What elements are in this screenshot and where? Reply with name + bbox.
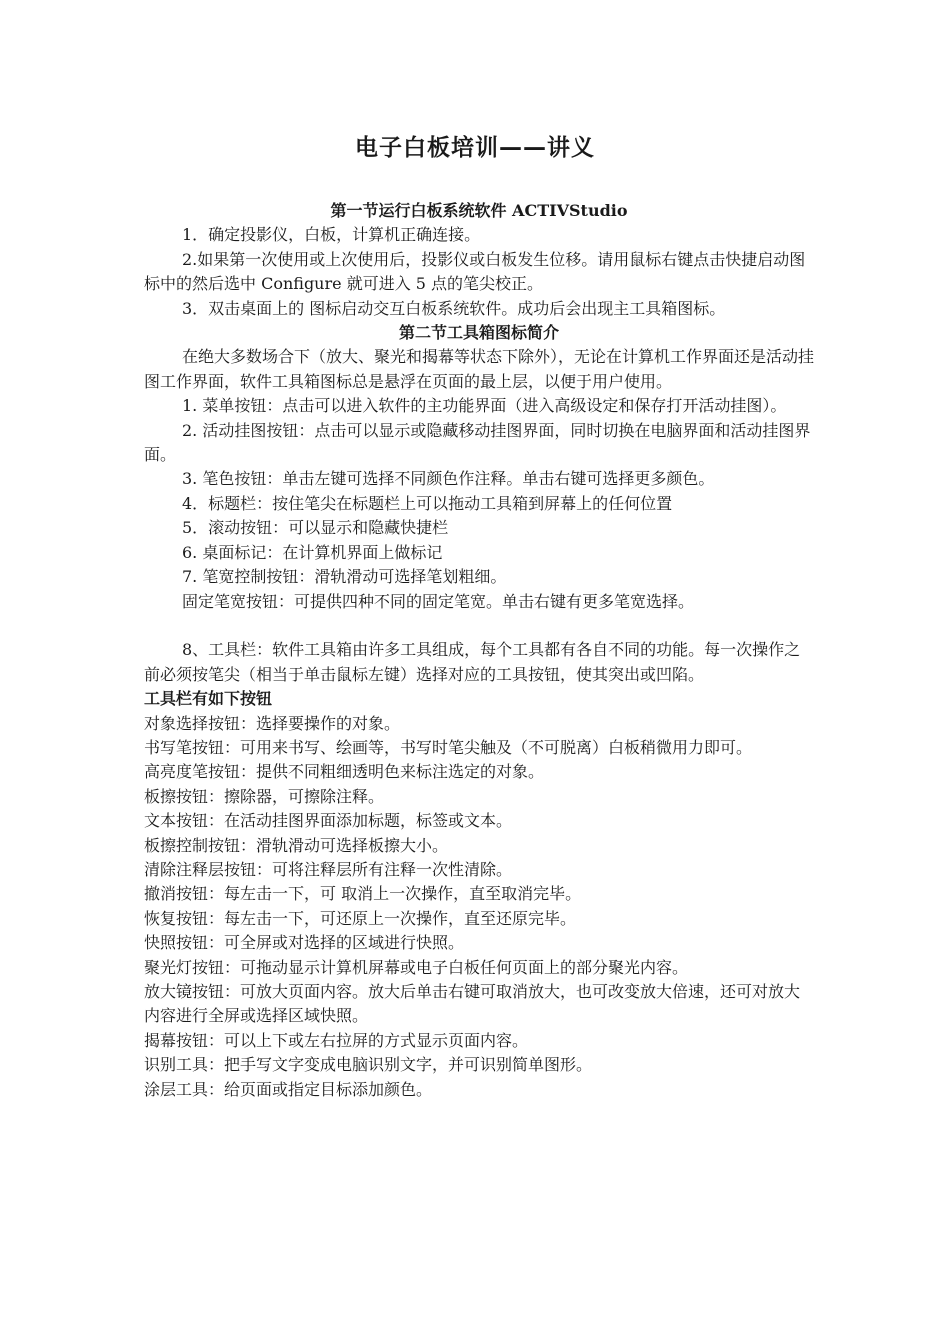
toolbar-item: 文本按钮：在活动挂图界面添加标题，标签或文本。 bbox=[144, 811, 513, 831]
section2-item: 1. 菜单按钮：点击可以进入软件的主功能界面（进入高级设定和保存打开活动挂图）。 bbox=[182, 396, 787, 416]
section2-intro: 在绝大多数场合下（放大、聚光和揭幕等状态下除外），无论在计算机工作界面还是活动挂图工作界面，软件工具箱图标总是悬浮在页面的最上层，以便于用户使用。 bbox=[144, 347, 815, 391]
section2-item: 6. 桌面标记：在计算机界面上做标记 bbox=[182, 542, 443, 562]
section2-item: 2. 活动挂图按钮：点击可以显示或隐藏移动挂图界面，同时切换在电脑界面和活动挂图界面。 bbox=[144, 420, 811, 465]
toolbar-item: 撤消按钮：每左击一下，可 取消上一次操作，直至取消完毕。 bbox=[144, 884, 582, 904]
toolbar-item: 识别工具：把手写文字变成电脑识别文字，并可识别简单图形。 bbox=[144, 1055, 593, 1075]
toolbar-item: 快照按钮：可全屏或对选择的区域进行快照。 bbox=[144, 933, 465, 953]
toolbar-item: 板擦控制按钮：滑轨滑动可选择板擦大小。 bbox=[144, 835, 449, 855]
document-title: 电子白板培训——讲义 bbox=[355, 135, 595, 161]
section2-item-8: 8、工具栏：软件工具箱由许多工具组成，每个工具都有各自不同的功能。每一次操作之前必须按笔尖（相当于单击鼠标左键）选择对应的工具按钮，使其突出或凹陷。 bbox=[144, 640, 801, 684]
toolbar-item: 涂层工具：给页面或指定目标添加颜色。 bbox=[144, 1079, 433, 1099]
toolbar-item: 清除注释层按钮：可将注释层所有注释一次性清除。 bbox=[144, 859, 513, 879]
toolbar-item: 放大镜按钮：可放大页面内容。放大后单击右键可取消放大，也可改变放大倍速，还可对放大内容进行全屏或选择区域快照。 bbox=[144, 981, 801, 1026]
toolbar-heading: 工具栏有如下按钮 bbox=[144, 689, 273, 709]
section2-item: 4．标题栏：按住笔尖在标题栏上可以拖动工具箱到屏幕上的任何位置 bbox=[182, 493, 673, 513]
toolbar-item: 高亮度笔按钮：提供不同粗细透明色来标注选定的对象。 bbox=[144, 762, 545, 782]
document-body bbox=[144, 199, 814, 1102]
section1-item: 3．双击桌面上的 图标启动交互白板系统软件。成功后会出现主工具箱图标。 bbox=[182, 298, 726, 318]
section2-item: 3. 笔色按钮：单击左键可选择不同颜色作注释。单击右键可选择更多颜色。 bbox=[182, 469, 715, 489]
toolbar-item: 书写笔按钮：可用来书写、绘画等，书写时笔尖触及（不可脱离）白板稍微用力即可。 bbox=[144, 737, 753, 757]
section2-item: 固定笔宽按钮：可提供四种不同的固定笔宽。单击右键有更多笔宽选择。 bbox=[182, 591, 695, 611]
toolbar-item: 对象选择按钮：选择要操作的对象。 bbox=[144, 713, 401, 733]
section1-item: 1．确定投影仪，白板，计算机正确连接。 bbox=[182, 225, 481, 245]
section2-item: 5．滚动按钮：可以显示和隐藏快捷栏 bbox=[182, 518, 449, 538]
section1-heading: 第一节运行白板系统软件 ACTIVStudio bbox=[330, 201, 628, 220]
section2-item: 7. 笔宽控制按钮：滑轨滑动可选择笔划粗细。 bbox=[182, 567, 507, 587]
toolbar-item: 聚光灯按钮：可拖动显示计算机屏幕或电子白板任何页面上的部分聚光内容。 bbox=[144, 957, 689, 977]
toolbar-item: 揭幕按钮：可以上下或左右拉屏的方式显示页面内容。 bbox=[144, 1030, 529, 1050]
section1-item: 2.如果第一次使用或上次使用后，投影仪或白板发生位移。请用鼠标右键点击快捷启动图标中的然后选中 Configure 就可进入 5 点的笔尖校正。 bbox=[144, 249, 806, 294]
section2-heading: 第二节工具箱图标简介 bbox=[398, 323, 559, 343]
toolbar-item: 板擦按钮：擦除器，可擦除注释。 bbox=[144, 786, 385, 806]
blank-line bbox=[144, 614, 814, 638]
toolbar-item: 恢复按钮：每左击一下，可还原上一次操作，直至还原完毕。 bbox=[144, 908, 577, 928]
